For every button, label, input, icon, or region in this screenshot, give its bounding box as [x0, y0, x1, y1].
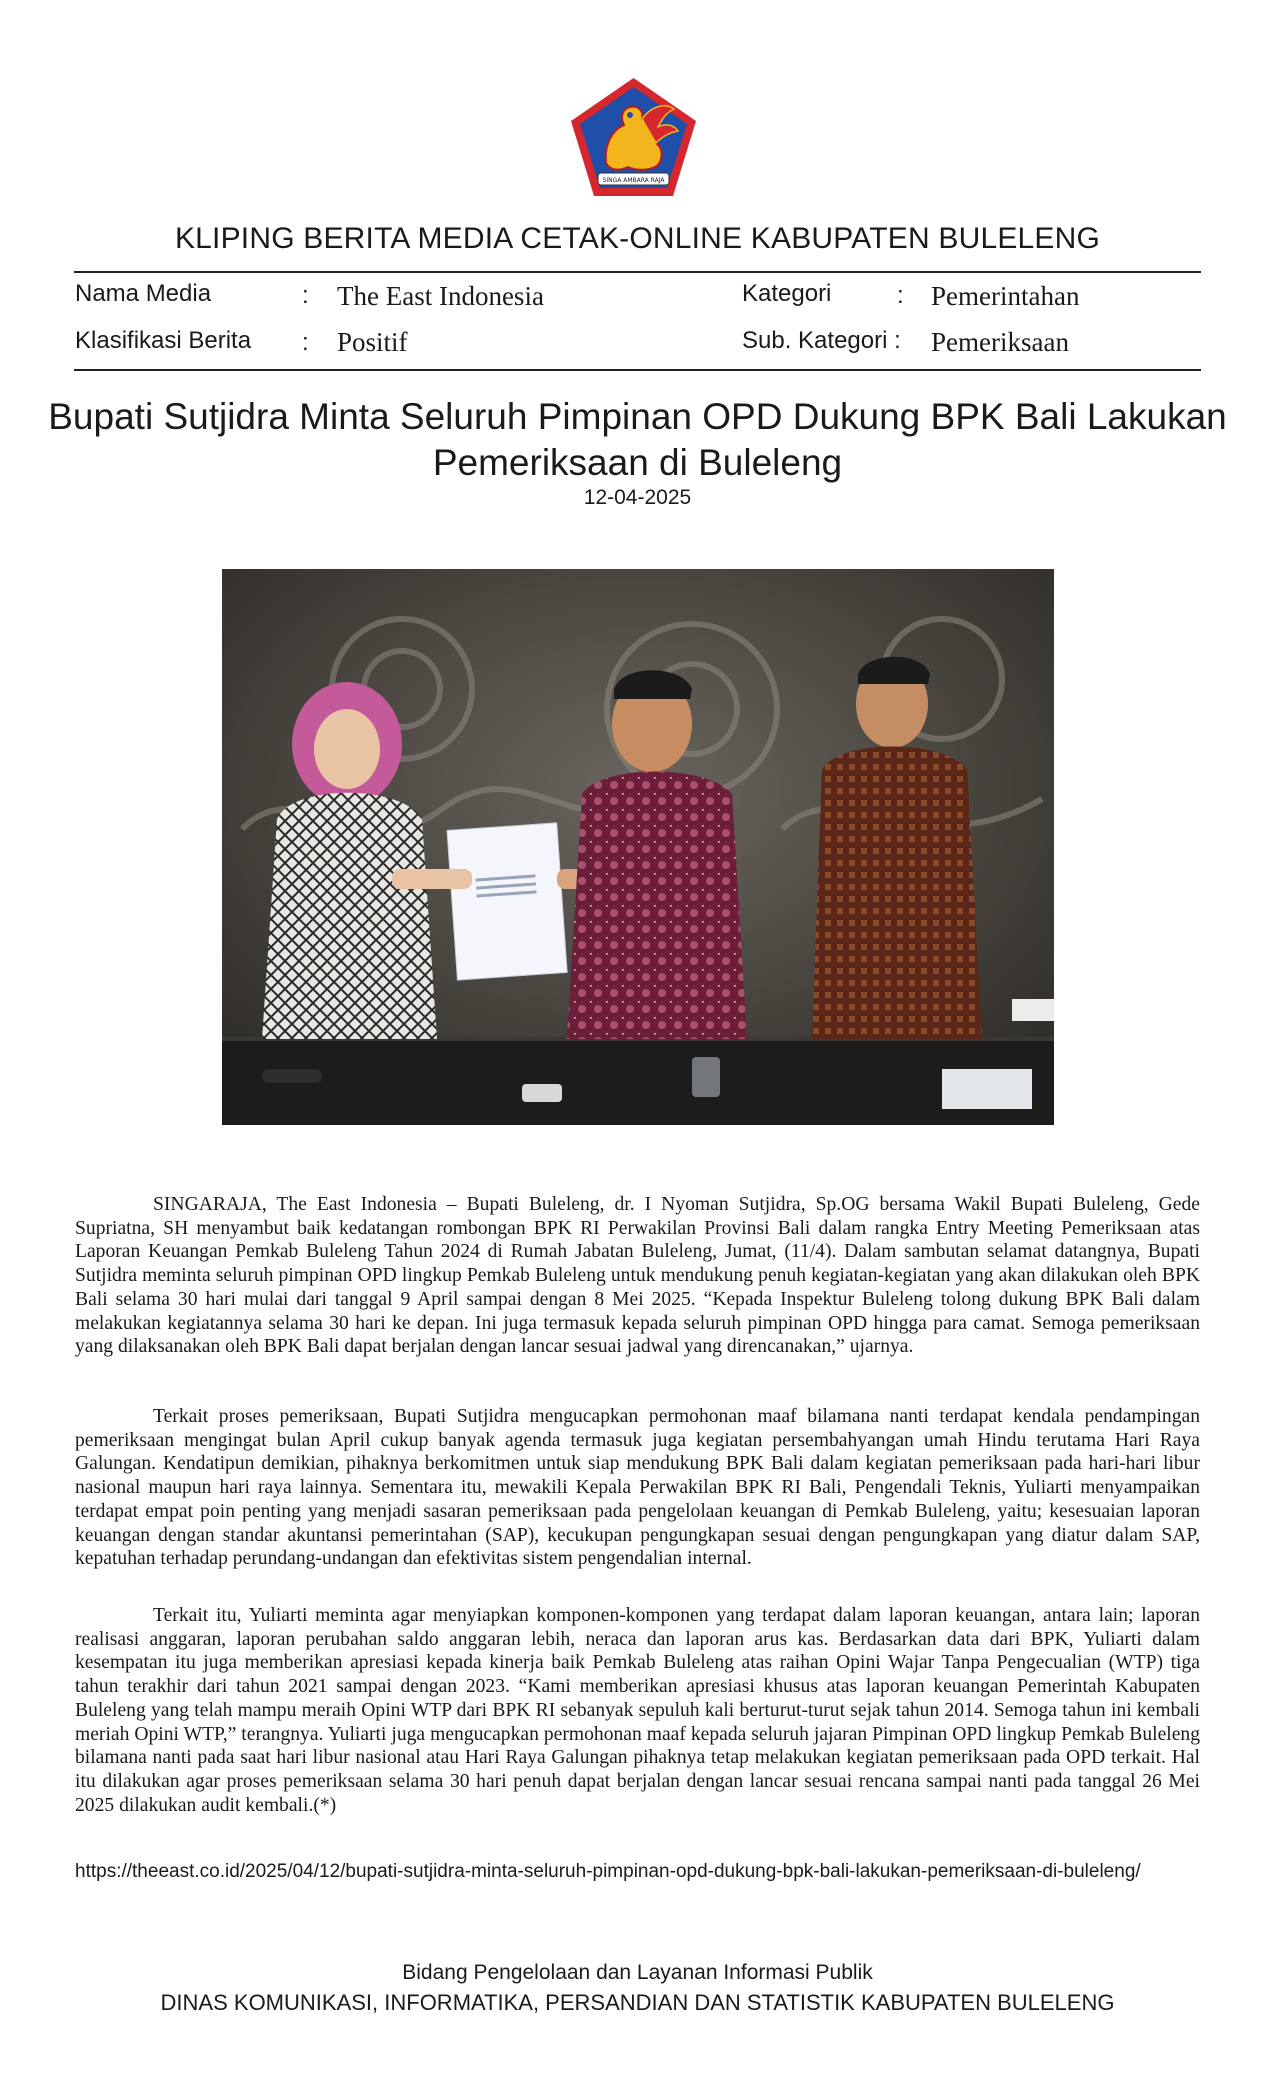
article-date: 12-04-2025 [583, 486, 692, 509]
article-title: Bupati Sutjidra Minta Seluruh Pimpinan OPD Dukung BPK Bali Lakukan Pemeriksaan di Buleleng [48, 396, 1227, 483]
klasifikasi-colon: : [302, 329, 309, 356]
kategori-value: Pemerintahan [931, 281, 1080, 311]
article-paragraph-2: Terkait proses pemeriksaan, Bupati Sutjidra mengucapkan permohonan maaf bilamana nanti terdapat kendala pendampingan pemeriksaan mengingat bulan April cukup banyak agenda termasuk juga kegiatan persembahyangan umah Hindu terutama Hari Raya Galungan. Kendatipun demikian, pihaknya berkomitmen untuk siap mendukung BPK Bali dalam kegiatan pemeriksaan pada hari-hari libur nasional maupun hari raya lainnya. Sementara itu, mewakili Kepala Perwakilan BPK RI Bali, Pengendali Teknis, Yuliarti menyampaikan terdapat empat poin penting yang menjadi sasaran pemeriksaan pada pengelolaan keuangan di Pemkab Buleleng, yaitu; kesesuaian laporan keuangan dengan standar akuntansi pemerintahan (SAP), kecukupan pengungkapan sesuai dengan pengungkapan yang diatur dalam SAP, kepatuhan terhadap perundang-undangan dan efektivitas sistem pengendalian internal. [75, 1406, 1200, 1570]
klasifikasi-label: Klasifikasi Berita [75, 327, 252, 354]
subkategori-value: Pemeriksaan [931, 327, 1069, 357]
source-link[interactable]: https://theeast.co.id/2025/04/12/bupati-sutjidra-minta-seluruh-pimpinan-opd-dukung-bpk-bali-lakukan-pemeriksaan-di-buleleng/ [75, 1861, 1141, 1882]
subkategori-label: Sub. Kategori : [742, 327, 901, 354]
footer-agency: DINAS KOMUNIKASI, INFORMATIKA, PERSANDIAN DAN STATISTIK KABUPATEN BULELENG [160, 1990, 1115, 2015]
kategori-colon: : [897, 282, 904, 309]
media-label: Nama Media [75, 280, 212, 307]
article-paragraph-1: SINGARAJA, The East Indonesia – Bupati Buleleng, dr. I Nyoman Sutjidra, Sp.OG bersama Wakil Bupati Buleleng, Gede Supriatna, SH menyambut baik kedatangan rombongan BPK RI Perwakilan Provinsi Bali dalam rangka Entry Meeting Pemeriksaan atas Laporan Keuangan Pemkab Buleleng Tahun 2024 di Rumah Jabatan Buleleng, Jumat, (11/4). Dalam sambutan selamat datangnya, Bupati Sutjidra meminta seluruh pimpinan OPD lingkup Pemkab Buleleng untuk mendukung penuh kegiatan-kegiatan yang akan dilakukan oleh BPK Bali selama 30 hari mulai dari tanggal 9 April sampai dengan 8 Mei 2025. “Kepada Inspektur Buleleng tolong dukung BPK Bali dalam melakukan kegiatannya selama 30 hari ke depan. Ini juga termasuk kepada seluruh pimpinan OPD hingga para camat. Semoga pemeriksaan yang dilaksanakan oleh BPK Bali dapat berjalan dengan lancar sesuai jadwal yang direncanakan,” ujarnya. [75, 1194, 1200, 1358]
header-top-divider [74, 271, 1201, 273]
media-value: The East Indonesia [337, 281, 544, 311]
media-colon: : [302, 282, 309, 309]
article-paragraph-3: Terkait itu, Yuliarti meminta agar menyiapkan komponen-komponen yang terdapat dalam laporan keuangan, antara lain; laporan realisasi anggaran, laporan perubahan saldo anggaran lebih, neraca dan laporan arus kas. Berdasarkan data dari BPK, Yuliarti dalam kesempatan itu juga memberikan apresiasi kepada kinerja baik Pemkab Buleleng atas raihan Opini Wajar Tanpa Pengecualian (WTP) tiga tahun terakhir dari tahun 2021 sampai dengan 2023. “Kami memberikan apresiasi khusus atas laporan keuangan Pemerintah Kabupaten Buleleng yang telah mampu meraih Opini WTP dari BPK RI sebanyak sepuluh kali berturut-turut sejak tahun 2014. Semoga tahun ini kembali meriah Opini WTP,” terangnya. Yuliarti juga mengucapkan permohonan maaf kepada seluruh jajaran Pimpinan OPD lingkup Pemkab Buleleng bilamana nanti pada saat hari libur nasional atau Hari Raya Galungan pihaknya tetap melakukan kegiatan pemeriksaan pada OPD terkait. Hal itu dilakukan agar proses pemeriksaan selama 30 hari penuh dapat berjalan dengan lancar sesuai rencana sampai nanti pada tanggal 26 Mei 2025 dilakukan audit kembali.(*) [75, 1605, 1200, 1816]
logo-motto: SINGA AMBARA RAJA [602, 177, 665, 184]
footer-division: Bidang Pengelolaan dan Layanan Informasi Publik [402, 1961, 873, 1984]
article-photo [222, 569, 1054, 1125]
klasifikasi-value: Positif [337, 327, 408, 357]
buleleng-emblem-logo [566, 75, 701, 200]
document-header-title: KLIPING BERITA MEDIA CETAK-ONLINE KABUPATEN BULELENG [174, 222, 1101, 255]
header-bottom-divider [74, 369, 1201, 371]
kategori-label: Kategori [742, 280, 832, 307]
